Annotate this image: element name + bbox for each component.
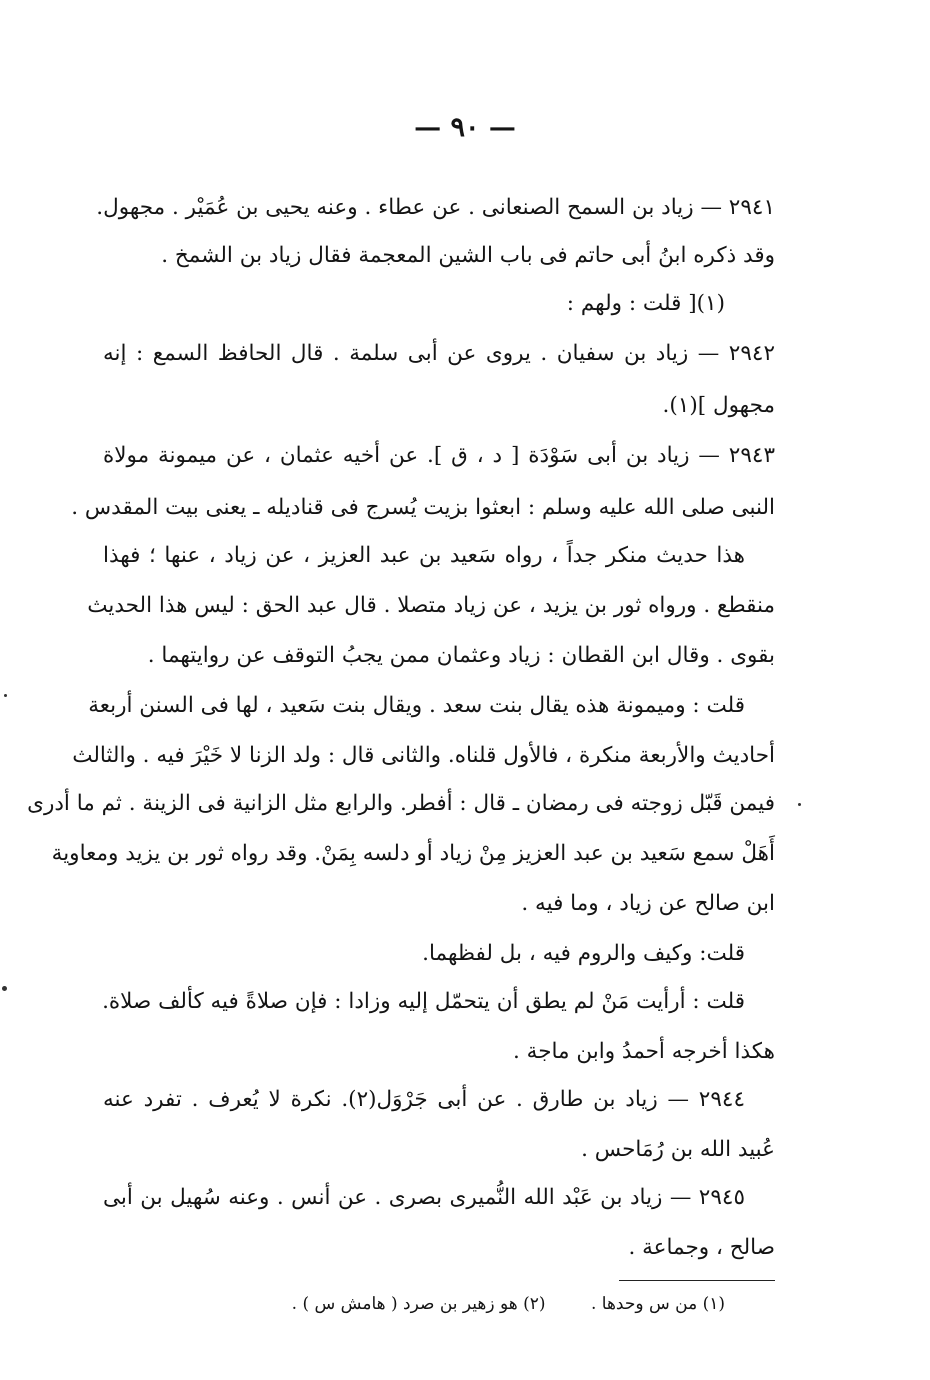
text-line: قلت : وميمونة هذه يقال بنت سعد . ويقال بنت سَعيد ، لها فى السنن أربعة	[88, 693, 745, 718]
footnote-divider	[619, 1280, 775, 1281]
text-line: النبى صلى الله عليه وسلم : ابعثوا بزيت يُسرج فى قناديله ـ يعنى بيت المقدس .	[71, 495, 775, 520]
text-line: أحاديث والأربعة منكرة ، فالأول قلناه. والثانى قال : ولد الزنا لا خَيْرَ فيه . والثالث	[72, 743, 775, 768]
text-line: ٢٩٤٢ — زياد بن سفيان . يروى عن أبى سلمة . قال الحافظ السمع : إنه	[103, 341, 775, 366]
text-line: فيمن قَبّل زوجته فى رمضان ـ قال : أفطر. والرابع مثل الزانية فى الزينة . ثم ما أدرى	[27, 791, 775, 816]
text-line: منقطع . ورواه ثور بن يزيد ، عن زياد متصلا . قال عبد الحق : ليس هذا الحديث	[87, 593, 775, 618]
scan-speck	[2, 986, 7, 991]
footnotes	[165, 1290, 725, 1318]
footnote-1: (١) من س وحدها .	[590, 1294, 725, 1314]
text-line: قلت: وكيف والروم فيه ، بل لفظهما.	[422, 941, 745, 966]
text-line: ٢٩٤٣ — زياد بن أبى سَوْدَة [ د ، ق ]. عن أخيه عثمان ، عن ميمونة مولاة	[103, 443, 775, 468]
text-line: مجهول ](١).	[662, 393, 775, 418]
text-line: ٢٩٤٤ — زياد بن طارق . عن أبى جَرْوَل(٢). نكرة لا يُعرف . تفرد عنه	[103, 1087, 745, 1112]
scan-speck	[798, 803, 801, 806]
text-line: ابن صالح عن زياد ، وما فيه .	[521, 891, 775, 916]
page-number: — ٩٠ —	[414, 112, 516, 143]
scan-speck	[4, 694, 7, 697]
text-line: هكذا أخرجه أحمدُ وابن ماجة .	[513, 1039, 775, 1064]
text-line: عُبيد الله بن رُمَاحس .	[581, 1137, 775, 1162]
text-line: هذا حديث منكر جداً ، رواه سَعيد بن عبد العزيز ، عن زياد ، عنها ؛ فهذا	[103, 543, 745, 568]
text-line: أَهَلْ سمع سَعيد بن عبد العزيز مِنْ زياد أو دلسه بِمَنْ. وقد رواه ثور بن يزيد ومعاوية	[51, 841, 775, 866]
text-line: قلت : أرأيت مَنْ لم يطق أن يتحمّل إليه وزادا : فإن صلاةً فيه كألف صلاة.	[102, 989, 745, 1014]
footnote-2: (٢) هو زهير بن صرد ( هامش س ) .	[291, 1294, 546, 1314]
text-line: بقوى . وقال ابن القطان : زياد وعثمان ممن يجبُ التوقف عن روايتهما .	[147, 643, 775, 668]
text-line: صالح ، وجماعة .	[628, 1235, 775, 1260]
text-line: (١)[ قلت : ولهم :	[566, 291, 725, 316]
text-line: ٢٩٤١ — زياد بن السمح الصنعانى . عن عطاء . وعنه يحيى بن عُمَيْر . مجهول.	[96, 195, 775, 220]
text-line: وقد ذكره ابنُ أبى حاتم فى باب الشين المعجمة فقال زياد بن الشمخ .	[161, 243, 775, 268]
text-line: ٢٩٤٥ — زياد بن عَبْد الله النُّميرى بصرى . عن أنس . وعنه سُهيل بن أبى	[103, 1185, 745, 1210]
